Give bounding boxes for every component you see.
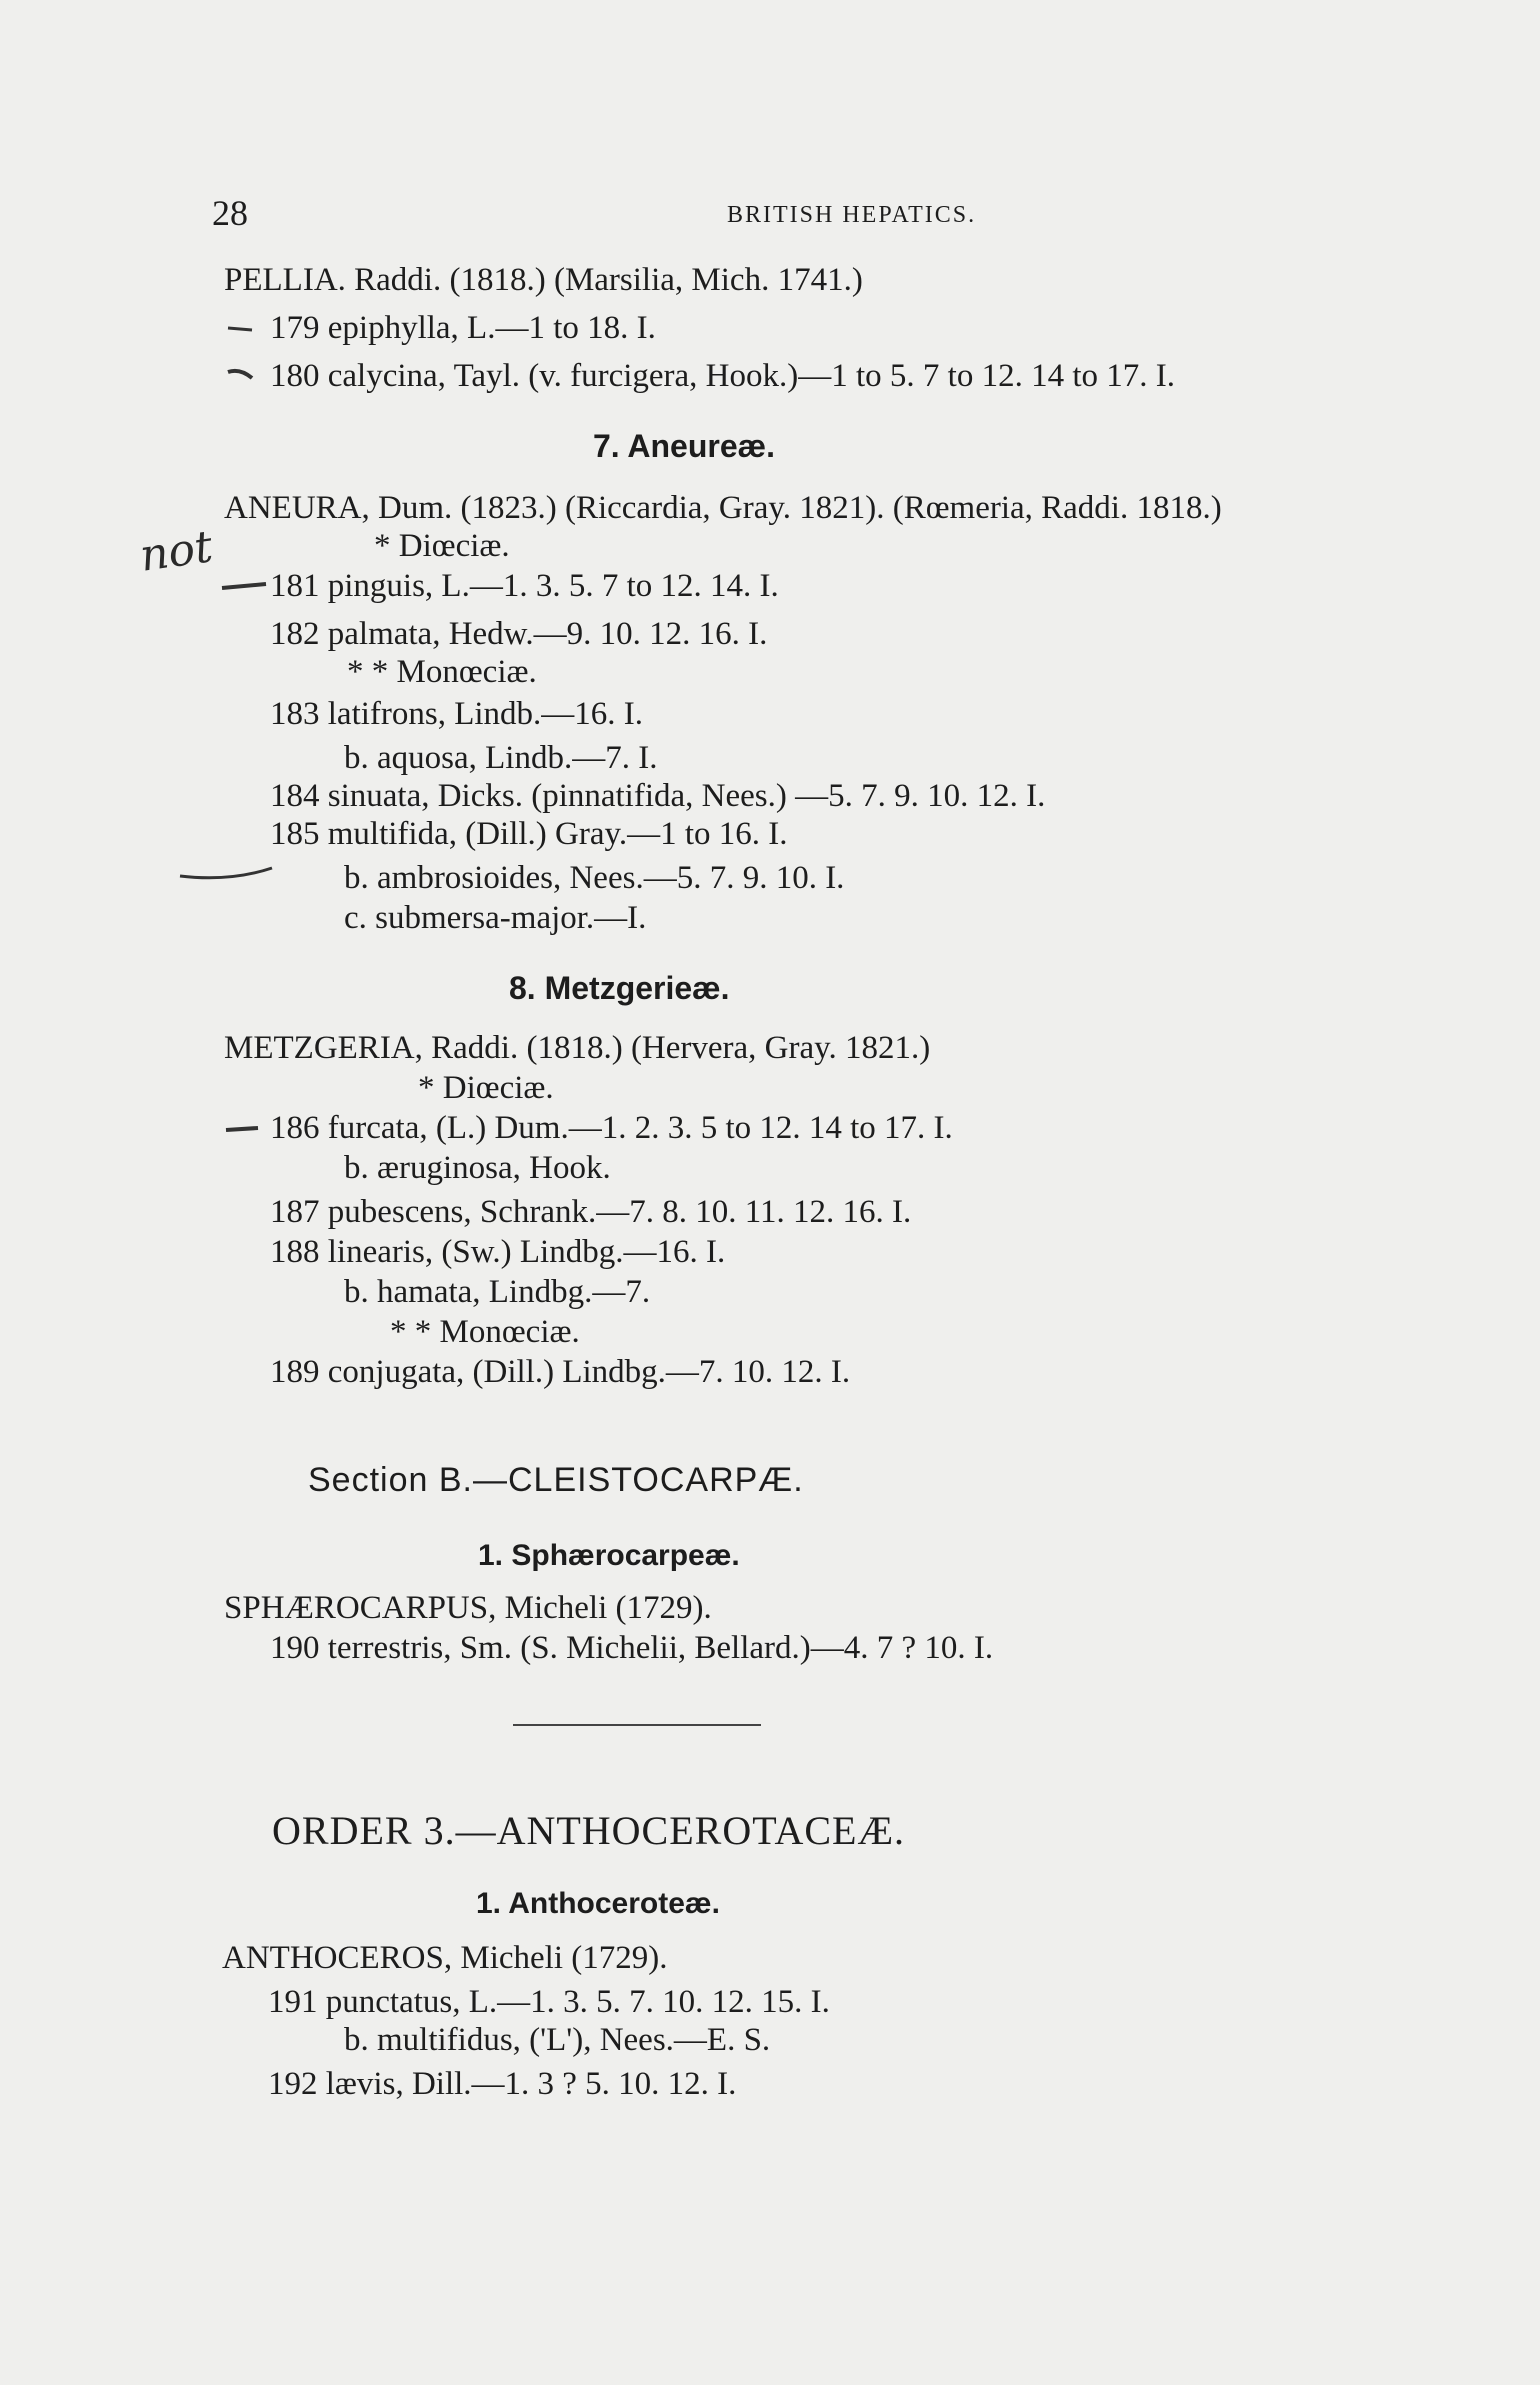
entry-188-b: b. hamata, Lindbg.—7. [344, 1274, 651, 1310]
entry-185-c: c. submersa-major.—I. [344, 900, 647, 936]
entry-188: 188 linearis, (Sw.) Lindbg.—16. I. [270, 1234, 726, 1270]
entry-179: 179 epiphylla, L.—1 to 18. I. [270, 310, 656, 346]
entry-183: 183 latifrons, Lindb.—16. I. [270, 696, 644, 732]
entry-191-b: b. multifidus, ('L'), Nees.—E. S. [344, 2022, 771, 2058]
heading-sphaerocarpeae: 1. Sphærocarpeæ. [478, 1539, 740, 1572]
entry-183-b: b. aquosa, Lindb.—7. I. [344, 740, 658, 776]
genus-anthoceros: ANTHOCEROS, Micheli (1729). [222, 1940, 668, 1976]
heading-aneureae: 7. Aneureæ. [593, 428, 775, 464]
page-number: 28 [212, 193, 248, 233]
entry-187: 187 pubescens, Schrank.—7. 8. 10. 11. 12. 16. I. [270, 1194, 912, 1230]
heading-anthoceroteae: 1. Anthoceroteæ. [476, 1887, 720, 1920]
pencil-dash-181 [222, 584, 266, 588]
dioeciae-label-1: * Diœciæ. [374, 528, 510, 564]
running-head: BRITISH HEPATICS. [727, 202, 977, 228]
genus-metzgeria: METZGERIA, Raddi. (1818.) (Hervera, Gray. 1821.) [224, 1030, 931, 1066]
pencil-dash-179 [228, 328, 252, 330]
entry-190: 190 terrestris, Sm. (S. Michelii, Bellard.)—4. 7 ? 10. I. [270, 1630, 994, 1666]
entry-182: 182 palmata, Hedw.—9. 10. 12. 16. I. [270, 616, 768, 652]
genus-aneura: ANEURA, Dum. (1823.) (Riccardia, Gray. 1821). (Rœmeria, Raddi. 1818.) [224, 490, 1222, 526]
handwritten-annotation: not [136, 521, 216, 582]
entry-189: 189 conjugata, (Dill.) Lindbg.—7. 10. 12. I. [270, 1354, 851, 1390]
heading-metzgerieae: 8. Metzgerieæ. [509, 970, 730, 1006]
entry-180: 180 calycina, Tayl. (v. furcigera, Hook.)—1 to 5. 7 to 12. 14 to 17. I. [270, 358, 1175, 394]
order-3-heading: ORDER 3.—ANTHOCEROTACEÆ. [272, 1808, 906, 1853]
entry-185: 185 multifida, (Dill.) Gray.—1 to 16. I. [270, 816, 788, 852]
entry-181: 181 pinguis, L.—1. 3. 5. 7 to 12. 14. I. [270, 568, 779, 604]
entry-192: 192 lævis, Dill.—1. 3 ? 5. 10. 12. I. [268, 2066, 737, 2102]
entry-185-b: b. ambrosioides, Nees.—5. 7. 9. 10. I. [344, 860, 845, 896]
section-b-heading: Section B.—CLEISTOCARPÆ. [308, 1461, 804, 1499]
entry-184: 184 sinuata, Dicks. (pinnatifida, Nees.) —5. 7. 9. 10. 12. I. [270, 778, 1046, 814]
entry-191: 191 punctatus, L.—1. 3. 5. 7. 10. 12. 15. I. [268, 1984, 830, 2020]
pencil-dash-185b [180, 868, 272, 878]
pencil-dash-186 [226, 1128, 258, 1130]
pencil-dash-180 [228, 371, 252, 378]
entry-186-b: b. æruginosa, Hook. [344, 1150, 611, 1186]
monoeciae-label-2: * * Monœciæ. [390, 1314, 580, 1350]
genus-pellia: PELLIA. Raddi. (1818.) (Marsilia, Mich. 1741.) [224, 262, 863, 298]
monoeciae-label-1: * * Monœciæ. [347, 654, 537, 690]
genus-sphaerocarpus: SPHÆROCARPUS, Micheli (1729). [224, 1590, 712, 1626]
dioeciae-label-2: * Diœciæ. [418, 1070, 554, 1106]
entry-186: 186 furcata, (L.) Dum.—1. 2. 3. 5 to 12. 14 to 17. I. [270, 1110, 953, 1146]
